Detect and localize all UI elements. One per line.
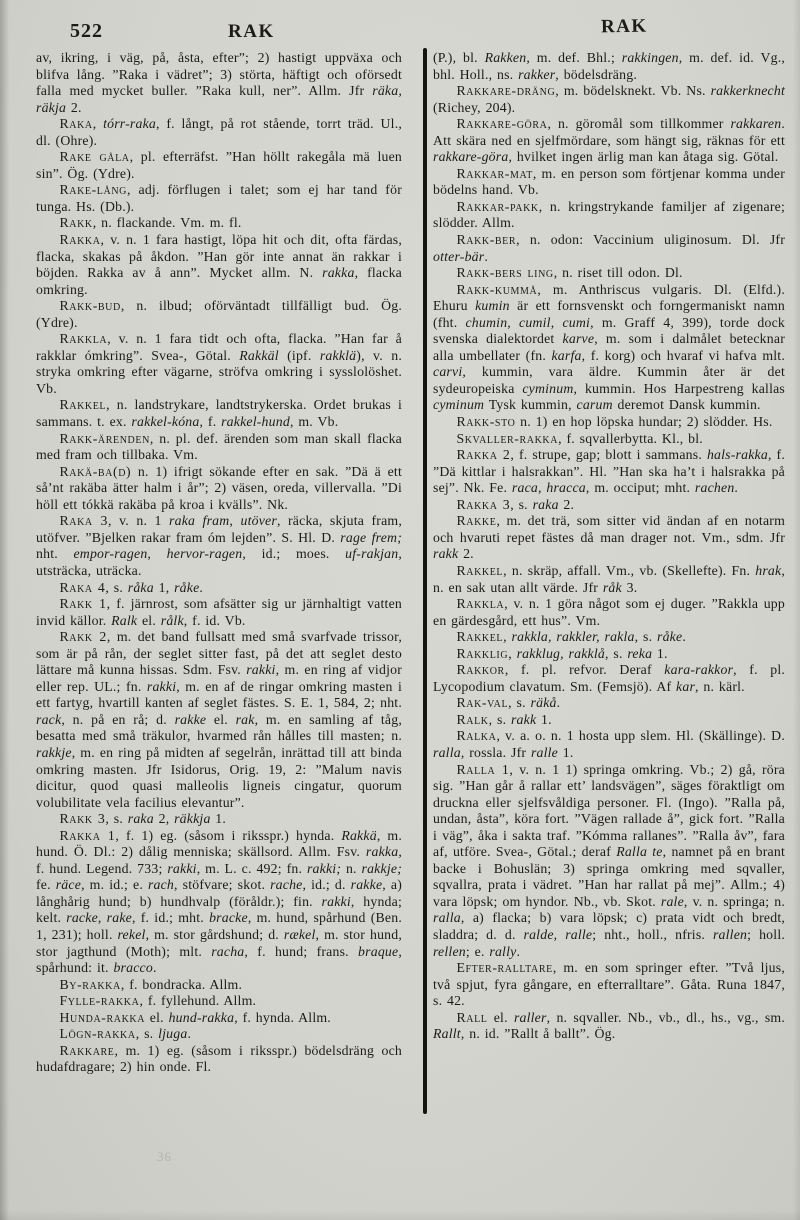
dictionary-entry: Rakk 2, m. det band fullsatt med små svarfvade trissor, som är på rån, der seglet sitter fast, på det att seglet desto lättare må kunna hissas. Sdm. Fsv. rakki, m. en ring af vidjor eller rep. UL.; fn. rakki, m. en af de ringar omkring masten i ett fartyg, hvartill kanten af seglet fästes. S. E. 1, 584, 2; nht. rack, n. på en rå; d. rakke el. rak, m. en samling af tåg, besatta med små träkulor, hvarmed rån hålles till masten; n. rakkje, m. en ring på midten af segelrån, inrättad till att binda omkring masten. Jfr Isidorus, Orig. 19, 2: ”Malum navis dicitur, quod quasi malleolis ligneis cingatur, quorum volubilitate vela facilius elevantur”.: [36, 629, 402, 810]
dictionary-entry: Rakk-kummå, m. Anthriscus vulgaris. Dl. (Elfd.). Ehuru kumin är ett fornsvenskt och forngermaniskt namn (fht. chumin, cumil, cumi, m. Graff 4, 399), torde dock svenska dialektordet karve, m. som i dalmålet betecknar alla umbellater (fn. karfa, f. korg) och hvaraf vi hafva mlt. carvi, kummin, vara äldre. Kummin åter är det sydeuropeiska cyminum, kummin. Hos Harpestreng kallas cyminum Tysk kummin, carum deremot Dansk kummin.: [433, 281, 785, 413]
headword: Rakkar-pakk: [456, 198, 539, 214]
headword: Rakk: [59, 215, 93, 231]
dictionary-entry: (P.), bl. Rakken, m. def. Bhl.; rakkingen, m. def. id. Vg., bhl. Holl., ns. rakker, bödelsdräng.: [433, 50, 786, 82]
dictionary-entry: av, ikring, i väg, på, åsta, efter”; 2) hastigt uppväxa och blifva lång. ”Raka i vädret”; 3) störta, häftigt och oförsedt falla med mycket buller. ”Raka kull, ner”. Allm. Jfr räka, räkja 2.: [36, 50, 402, 115]
headword: Rakk 2: [59, 629, 107, 645]
dictionary-entry: Rakk-ber, n. odon: Vaccinium uliginosum. Dl. Jfr otter-bär.: [433, 232, 785, 264]
headword: Rakkel: [456, 629, 504, 645]
headword: Rakkla: [456, 596, 505, 612]
headword: Raka 4: [59, 579, 106, 595]
dictionary-entry: Skvaller-rakka, f. sqvallerbytta. Kl., bl.: [456, 430, 703, 446]
dictionary-entry: Ralk, s. rakk 1.: [456, 711, 552, 727]
dictionary-entry: Rakkare-dräng, m. bödelsknekt. Vb. Ns. rakkerknecht (Richey, 204).: [433, 83, 785, 115]
headword: By-rakka: [59, 976, 121, 992]
dictionary-entry: Raka 4, s. råka 1, råke.: [59, 579, 204, 595]
headword: Rakk-ber: [456, 232, 517, 248]
dictionary-entry: By-rakka, f. bondracka. Allm.: [59, 976, 243, 992]
headword: Rakkor: [456, 662, 505, 678]
dictionary-entry: Rakkare, m. 1) eg. (såsom i riksspr.) bödelsdräng och hudafdragare; 2) hin onde. Fl.: [36, 1042, 402, 1075]
dictionary-entry: Rakka 2, f. strupe, gap; blott i sammans. hals-rakka, f. ”Dä kittlar i halsrakkan”. Hl. ”Han ska ha’t i halsrakka på sej”. Nk. Fe. raca, hracca, m. occiput; mht. rachen.: [433, 447, 785, 496]
dictionary-entry: Rakkar-pakk, n. kringstrykande familjer af zigenare; slödder. Allm.: [433, 198, 785, 231]
headword: Rakkare-göra: [456, 116, 548, 132]
dictionary-entry: Fylle-rakka, f. fyllehund. Allm.: [59, 993, 257, 1009]
headword: Rakk-bers ling: [456, 265, 554, 281]
headword: Rakka: [59, 232, 101, 248]
dictionary-entry: Rakk, n. flackande. Vm. m. fl.: [59, 215, 242, 231]
dictionary-entry: Rakkor, f. pl. refvor. Deraf kara-rakkor, f. pl. Lycopodium clavatum. Sm. (Femsjö). Af kar, n. kärl.: [433, 662, 786, 694]
headword: Raka 3: [59, 513, 109, 529]
headword: Rakka 2: [456, 447, 511, 463]
dictionary-entry: Hunda-rakka el. hund-rakka, f. hynda. Allm.: [59, 1009, 331, 1025]
headword: Rakkla: [59, 331, 108, 347]
headword: Skvaller-rakka: [456, 430, 559, 446]
dictionary-entry: Rall el. raller, n. sqvaller. Nb., vb., dl., hs., vg., sm. Rallt, n. id. ”Rallt å ballt”. Ög.: [433, 1009, 785, 1042]
running-head-left: RAK: [228, 21, 275, 42]
dictionary-entry: Raka 3, v. n. 1 raka fram, utöver, räcka, skjuta fram, utöfver. ”Bjelken rakar fram óm lejden”. S. Hl. D. rage frem; nht. empor-ragen, hervor-ragen, id.; moes. uf-rakjan, utsträcka, uträcka.: [36, 513, 402, 578]
headword: Rak-val: [456, 695, 509, 711]
headword: Rakk 3: [59, 811, 106, 827]
dictionary-entry: Rakkel, n. skräp, affall. Vm., vb. (Skellefte). Fn. hrak, n. en sak utan allt värde. Jfr råk 3.: [433, 562, 785, 595]
dictionary-entry: Rakkla, v. n. 1 göra något som ej duger. ”Rakkla upp en gärdesgård, ett hus”. Vm.: [433, 596, 785, 628]
headword: Rakk 1: [59, 596, 107, 612]
headword: Rakkar-mat: [456, 165, 533, 181]
dictionary-entry: Rakkla, v. n. 1 fara tidt och ofta, flacka. ”Han far å rakklar ómkring”. Svea-, Götal. Rakkäl (ipf. rakklä), v. n. stryka omkring efter vägarne, ströfva omkring i sysslolöshet. Vb.: [36, 331, 402, 396]
headword: Rakkel: [59, 397, 107, 413]
headword: Rakk-kummå: [456, 281, 538, 297]
dictionary-entry: Lögn-rakka, s. ljuga.: [59, 1026, 192, 1042]
dictionary-entry: Rakk-bud, n. ilbud; oförväntadt tillfälligt bud. Ög. (Ydre).: [36, 298, 402, 330]
dictionary-entry: Rakä-ba(d) n. 1) ifrigt sökande efter en sak. ”Dä ä ett så’nt rakäba ätter halm i år”; 2) väsen, oreda, villervalla. ”Di höll ett tókkä rakäba på kroa i kvälls”. Nk.: [36, 463, 402, 512]
left-column: [36, 50, 402, 1076]
headword: Rall: [456, 1009, 488, 1025]
dictionary-entry: Rakkel, n. landstrykare, landtstrykerska. Ordet brukas i sammans. t. ex. rakkel-kóna, f. rakkel-hund, m. Vb.: [36, 397, 402, 430]
running-head-right: RAK: [600, 15, 648, 38]
dictionary-entry: Rak-val, s. räkå.: [456, 695, 561, 711]
headword: Rake gåla: [59, 149, 130, 165]
headword: Rakklig: [456, 645, 509, 661]
dictionary-entry: Rakkel, rakkla, rakkler, rakla, s. råke.: [456, 629, 686, 645]
faint-print-mark: 36: [157, 1149, 172, 1164]
headword: Raka: [59, 116, 93, 132]
headword: Rakkel: [456, 562, 504, 578]
headword: Fylle-rakka: [59, 993, 140, 1009]
dictionary-entry: Rakkare-göra, n. göromål som tillkommer rakkaren. Att skära ned en sjelfmördare, som hängt sig, räknas för ett rakkare-göra, hvilket ingen ärlig man kan åtaga sig. Götal.: [433, 116, 785, 165]
headword: Ralla 1: [456, 761, 510, 777]
headword: Rakkare: [59, 1042, 115, 1058]
dictionary-entry: Rakka, v. n. 1 fara hastigt, löpa hit och dit, ofta färdas, flacka, skakas på åkdon. ”Han gör inte annat än rakkar i böjden. Rakka av å ann”. Mycket allm. N. rakka, flacka omkring.: [36, 232, 402, 297]
headword: Rakka 1: [59, 827, 116, 843]
dictionary-entry: Rakka 3, s. raka 2.: [456, 496, 575, 512]
headword: Rakä-ba(d): [59, 463, 132, 479]
headword: Rakke: [456, 513, 497, 529]
dictionary-entry: Efter-ralltare, m. en som springer efter. ”Två ljus, två spjut, fyra gångare, en efterralltare”. Gåta. Runa 1847, s. 42.: [433, 960, 785, 1009]
right-column: [433, 50, 785, 1043]
headword: Lögn-rakka: [59, 1026, 136, 1042]
dictionary-entry: Ralka, v. a. o. n. 1 hosta upp slem. Hl. (Skällinge). D. ralla, rossla. Jfr ralle 1.: [433, 728, 785, 760]
dictionary-entry: Rakk 3, s. raka 2, räkkja 1.: [59, 811, 227, 827]
headword: Rakka 3: [456, 496, 511, 512]
dictionary-entry: Rakk-bers ling, n. riset till odon. Dl.: [456, 265, 683, 281]
dictionary-entry: Rakke, m. det trä, som sitter vid ändan af en notarm och hvaruti repet fästes då man drager not. Vm., sdm. Jfr rakk 2.: [433, 513, 785, 562]
dictionary-entry: Rakkar-mat, m. en person som förtjenar komma under bödelns hand. Vb.: [433, 165, 785, 198]
headword: Rakk-sto: [456, 414, 516, 430]
headword: Hunda-rakka: [59, 1009, 146, 1025]
headword: Efter-ralltare: [456, 960, 553, 976]
dictionary-entry: Rakk-ärenden, n. pl. def. ärenden som man skall flacka med fram och tillbaka. Vm.: [36, 430, 402, 463]
dictionary-entry: Rake-lång, adj. förflugen i talet; som ej har tand för tunga. Hs. (Db.).: [36, 182, 402, 214]
headword: Ralka: [456, 728, 497, 744]
headword: Ralk: [456, 711, 489, 727]
headword: Rakk-ärenden: [59, 430, 150, 446]
dictionary-entry: Rakka 1, f. 1) eg. (såsom i riksspr.) hynda. Rakkä, m. hund. Ö. Dl.: 2) dålig menniska; skällsord. Allm. Fsv. rakka, f. hund. Legend. 733; rakki, m. L. c. 492; fn. rakki; n. rakkje; fe. räce, m. id.; e. rach, stöfvare; skot. rache, id.; d. rakke, a) långhårig hund; b) hundhvalp (föråldr.); fin. rakki, hynda; kelt. racke, rake, f. id.; mht. bracke, m. hund, spårhund (Ben. 1, 231); holl. rekel, m. stor gårdshund; d. rækel, m. stor hund, stor jagthund (Moth); mlt. racha, f. hund; frans. braque, spårhund: it. bracco.: [36, 827, 403, 976]
headword: Rakkare-dräng: [456, 83, 556, 99]
dictionary-entry: Ralla 1, v. n. 1 1) springa omkring. Vb.; 2) gå, röra sig. ”Han går å rallar ett’ landsvägen”, säges föraktligt om druckna eller sjelfsvåldiga personer. Fl. (Ingo). ”Ralla på, undan, åsta”, köra fort. ”Vägen rallade å”, gick fort. ”Ralla i väg”, åka i sakta traf. ”Kómma rallanes”. ”Ralla åv”, fara af, utföre. Svea-, Götal.; deraf Ralla te, namnet på en brant backe i Bohuslän; 3) springa omkring med sqvaller, sqvallra, prata i vädret. ”Han har rallat på mej”. Allm.; 4) vara löpsk; om hyndor. Nb., vb. Skot. rale, v. n. springa; n. ralla, a) flacka; b) vara löpsk; c) prata vidt och bredt, sladdra; d. d. ralde, ralle; nht., holl., nfris. rallen; holl. rellen; e. rally.: [433, 761, 785, 959]
dictionary-entry: Raka, tórr-raka, f. långt, på rot stående, torrt träd. Ul., dl. (Ohre).: [36, 116, 402, 148]
dictionary-entry: Rakk-sto n. 1) en hop löpska hundar; 2) slödder. Hs.: [456, 414, 773, 430]
headword: Rake-lång: [59, 182, 127, 198]
page-number: 522: [70, 20, 103, 42]
dictionary-entry: Rake gåla, pl. efterräfst. ”Han höllt rakegåla mä luen sin”. Ög. (Ydre).: [36, 149, 402, 181]
dictionary-entry: Rakk 1, f. järnrost, som afsätter sig ur järnhaltigt vatten invid källor. Ralk el. rålk, f. id. Vb.: [36, 596, 402, 628]
column-divider-rule: [423, 48, 427, 1114]
dictionary-entry: Rakklig, rakklug, rakklå, s. reka 1.: [456, 645, 668, 661]
headword: Rakk-bud: [59, 298, 121, 314]
